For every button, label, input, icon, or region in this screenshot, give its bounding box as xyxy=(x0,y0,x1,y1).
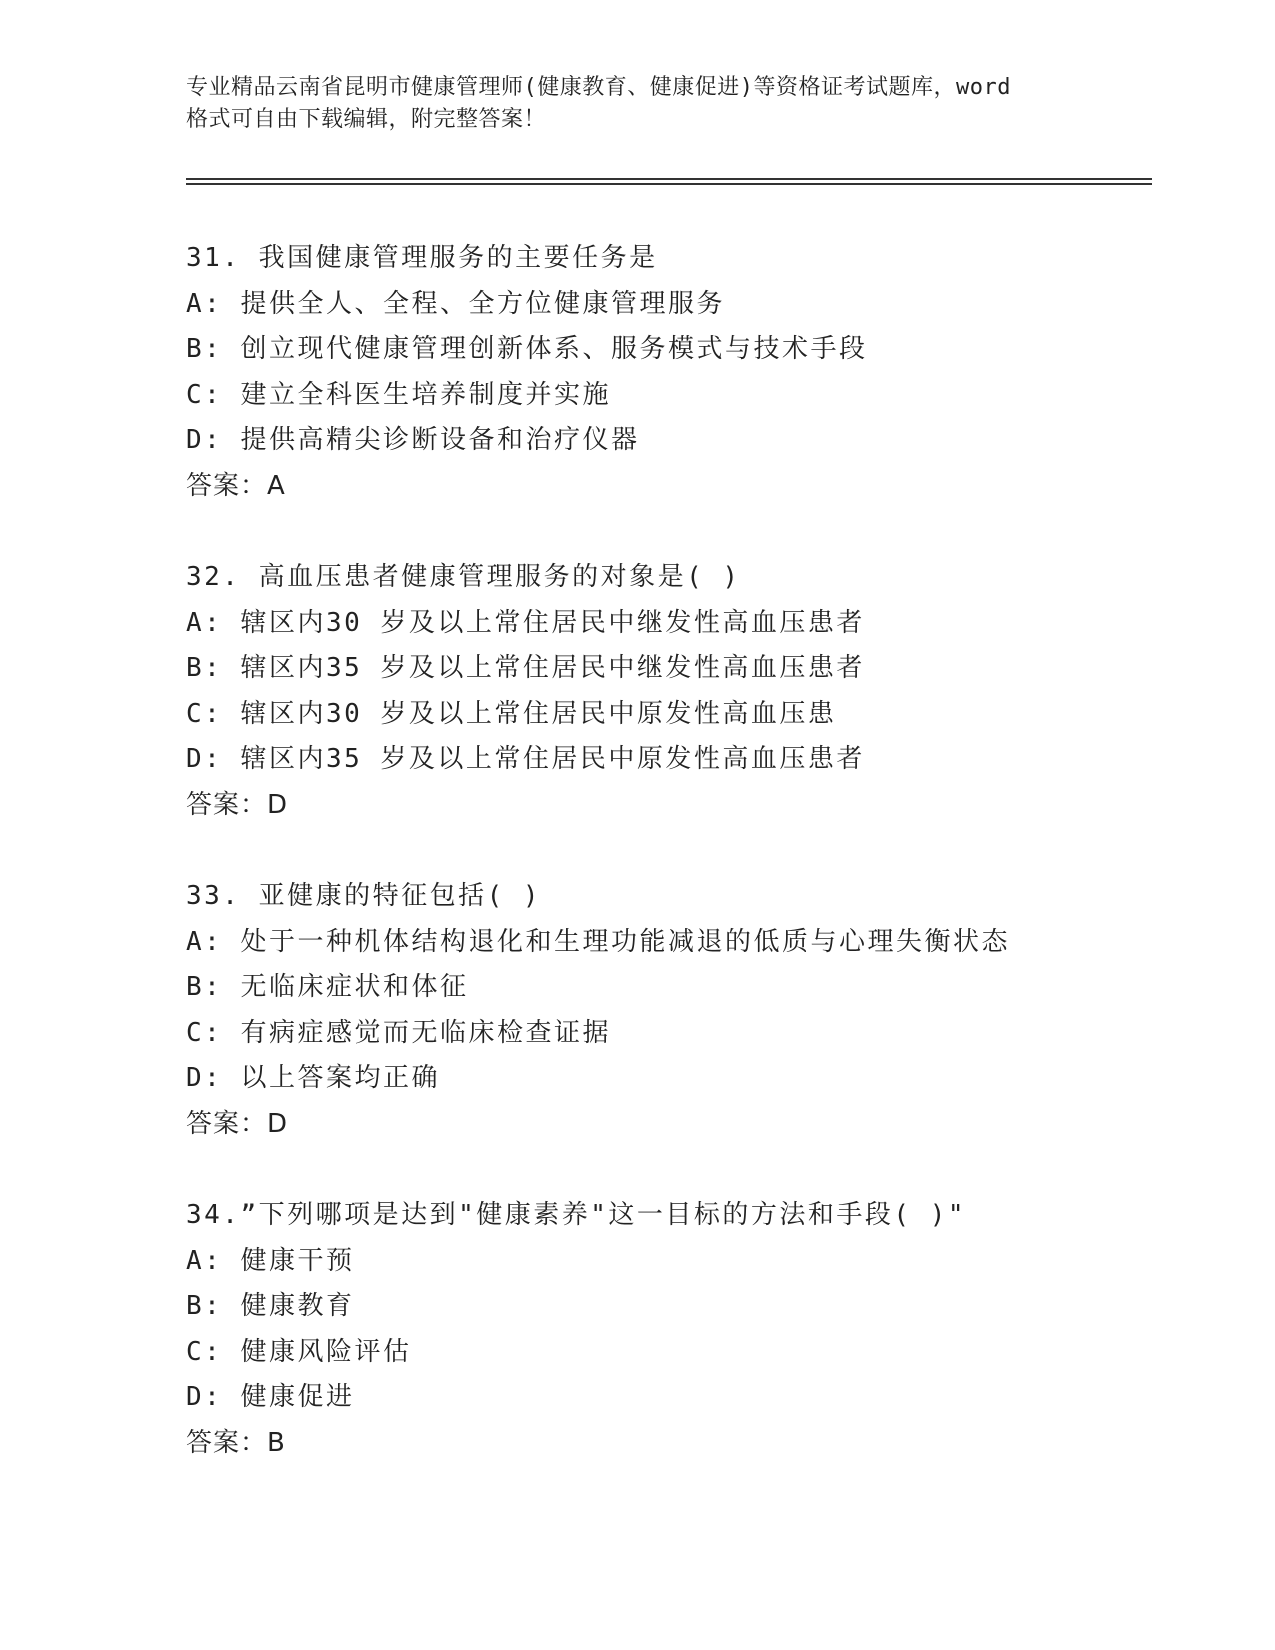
question-31 xyxy=(186,236,1146,509)
header-line-2: 格式可自由下载编辑，附完整答案！ xyxy=(186,107,547,132)
option-b: B: 无临床症状和体征 xyxy=(186,972,469,1002)
document-header xyxy=(186,72,1086,136)
option-a: A: 健康干预 xyxy=(186,1245,355,1276)
option-d: D: 提供高精尖诊断设备和治疗仪器 xyxy=(186,425,640,455)
option-c: C: 有病症感觉而无临床检查证据 xyxy=(186,1017,611,1048)
option-d: D: 以上答案均正确 xyxy=(186,1063,440,1093)
option-c: C: 健康风险评估 xyxy=(186,1336,412,1367)
option-d: D: 辖区内35 岁及以上常住居民中原发性高血压患者 xyxy=(186,744,865,774)
option-a: A: 辖区内30 岁及以上常住居民中继发性高血压患者 xyxy=(186,607,865,638)
question-34 xyxy=(186,1193,1146,1466)
answer: 答案：D xyxy=(186,789,289,820)
option-d: D: 健康促进 xyxy=(186,1382,355,1412)
option-c: C: 建立全科医生培养制度并实施 xyxy=(186,379,611,410)
answer: 答案：D xyxy=(186,1108,289,1139)
question-stem: 34.”下列哪项是达到"健康素养"这一目标的方法和手段( )" xyxy=(186,1200,967,1230)
question-stem: 31. 我国健康管理服务的主要任务是 xyxy=(186,243,658,273)
header-divider-bottom xyxy=(186,183,1152,185)
header-line-1: 专业精品云南省昆明市健康管理师(健康教育、健康促进)等资格证考试题库，word xyxy=(186,75,1011,100)
option-b: B: 辖区内35 岁及以上常住居民中继发性高血压患者 xyxy=(186,653,865,683)
option-a: A: 处于一种机体结构退化和生理功能减退的低质与心理失衡状态 xyxy=(186,926,1010,957)
question-stem: 32. 高血压患者健康管理服务的对象是( ) xyxy=(186,562,741,592)
question-33 xyxy=(186,874,1146,1147)
option-c: C: 辖区内30 岁及以上常住居民中原发性高血压患 xyxy=(186,698,837,729)
option-b: B: 创立现代健康管理创新体系、服务模式与技术手段 xyxy=(186,334,868,364)
option-a: A: 提供全人、全程、全方位健康管理服务 xyxy=(186,288,725,319)
option-b: B: 健康教育 xyxy=(186,1291,355,1321)
header-divider-top xyxy=(186,178,1152,180)
question-stem: 33. 亚健康的特征包括( ) xyxy=(186,881,542,911)
answer: 答案：A xyxy=(186,470,286,501)
answer: 答案：B xyxy=(186,1427,286,1458)
question-32 xyxy=(186,555,1146,828)
